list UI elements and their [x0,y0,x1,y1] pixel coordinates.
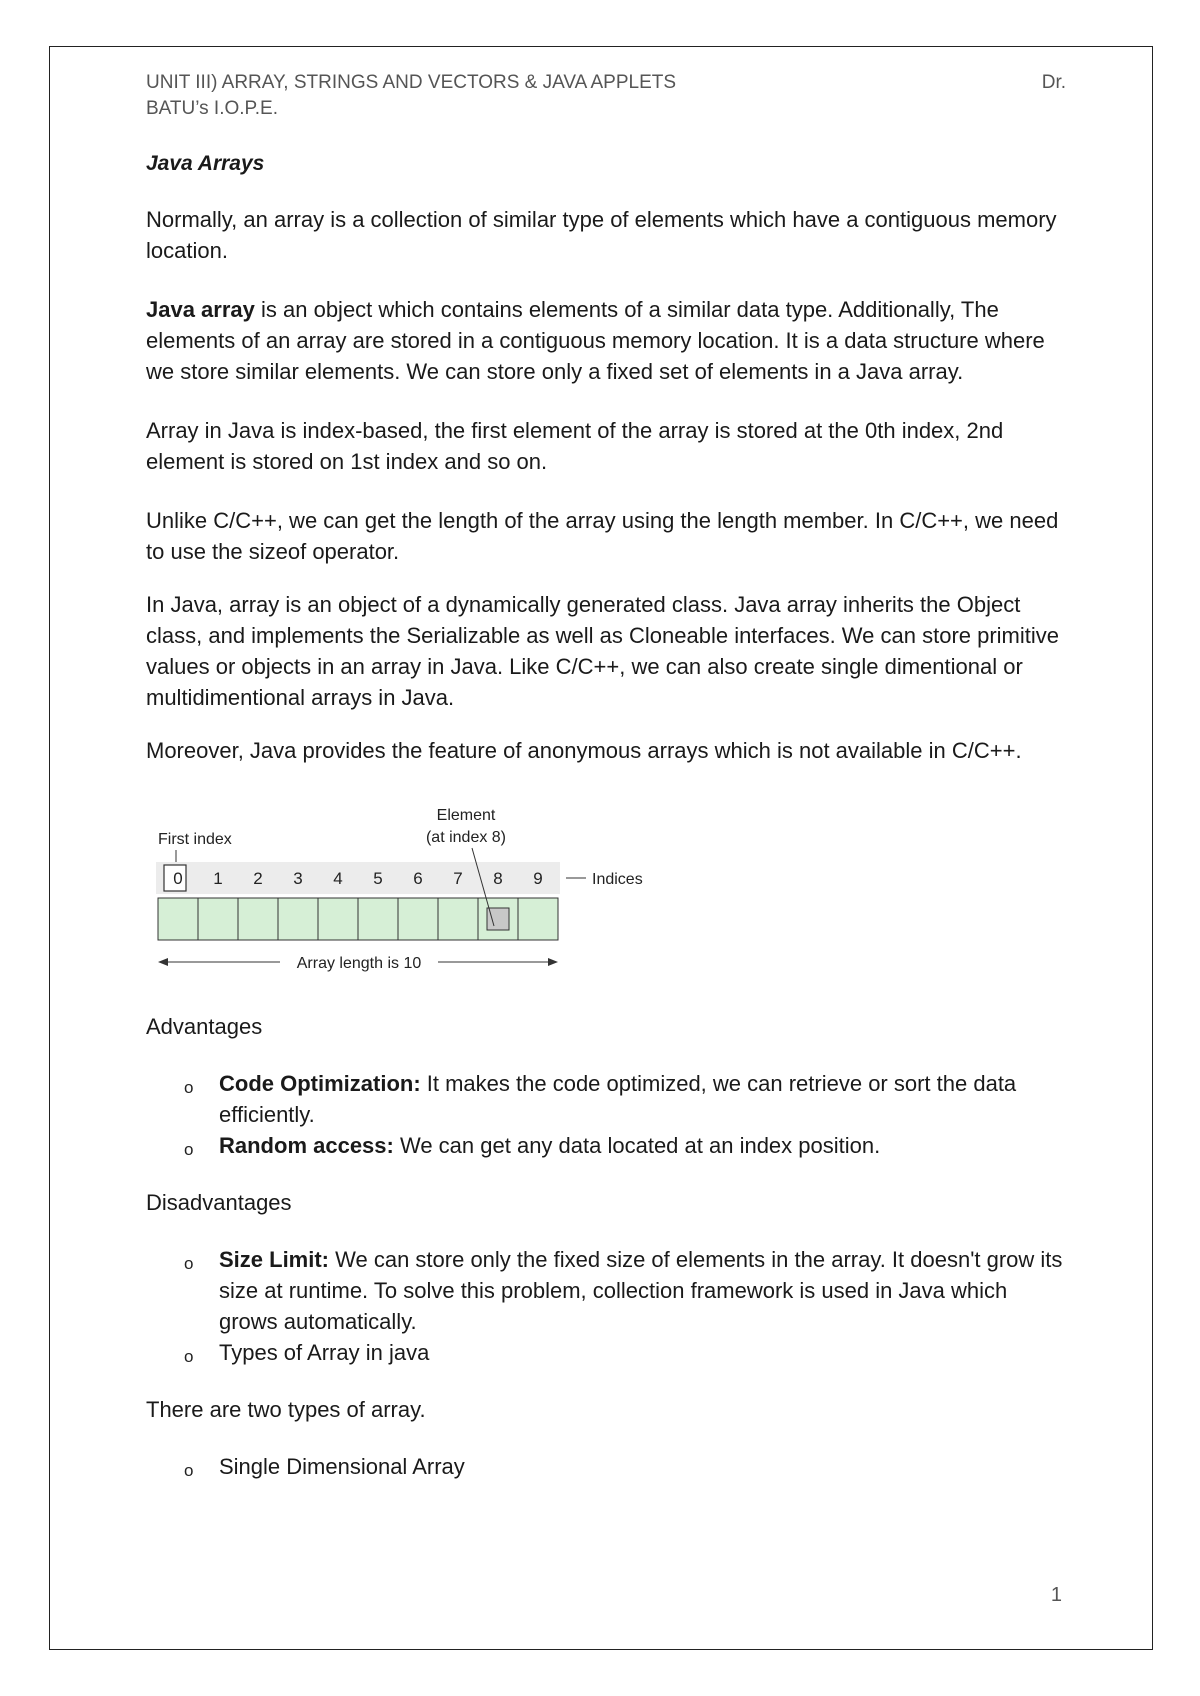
array-cell [318,898,358,940]
array-diagram [156,800,696,990]
list-item [146,1451,1066,1482]
bullet-marker: o [184,1347,194,1366]
list-item-text: We can store only the fixed size of elements in the array. It doesn't grow its size at runtime. To solve this problem, collection framework is used in Java which grows automatically. [219,1247,1063,1334]
index-label: 6 [413,869,423,888]
paragraph-definition: Normally, an array is a collection of similar type of elements which have a contiguous memory location. [146,207,1057,263]
advantages-list [146,1068,1066,1161]
bullet-marker: o [184,1461,194,1480]
list-item [146,1130,1066,1161]
index-label: 1 [213,869,223,888]
first-index-label: First index [158,831,232,848]
list-item-text: It makes the code optimized, we can retrieve or sort the data efficiently. [219,1071,1017,1127]
paragraph-dynamic-class: In Java, array is an object of a dynamically generated class. Java array inherits the Object class, and implements the Serializable as well as Cloneable interfaces. We can store primitive values or objects in an array in Java. Like C/C++, we can also create single dimentional or multidimentional arrays in Java. [146,592,1060,710]
section-title: Java Arrays [146,152,265,175]
array-cell [398,898,438,940]
paragraph-java-array [146,294,1066,387]
array-cell [158,898,198,940]
bullet-marker: o [184,1140,194,1159]
array-cell [278,898,318,940]
list-item-term: Size Limit: [219,1247,330,1272]
bullet-marker: o [184,1078,194,1097]
indices-label: Indices [592,871,643,888]
length-label: Array length is 10 [296,955,422,972]
array-cell [198,898,238,940]
array-cell [238,898,278,940]
length-arrow-right-head [548,958,558,966]
paragraph-index-based: Array in Java is index-based, the first element of the array is stored at the 0th index, 2nd element is stored on 1st index and so on. [146,418,1004,474]
disadvantages-list [146,1244,1066,1368]
java-array-term: Java array [146,297,255,322]
list-item-text: We can get any data located at an index position. [393,1133,881,1158]
header-institution: BATU’s I.O.P.E. [146,98,278,119]
array-types-intro: There are two types of array. [146,1397,426,1422]
header-author: Dr. [1041,72,1066,93]
index-label: 2 [253,869,263,888]
array-cell [518,898,558,940]
list-item-text: Types of Array in java [219,1340,430,1365]
element-sub-label: (at index 8) [425,829,507,846]
array-types-list [146,1451,1066,1482]
index-label: 9 [533,869,543,888]
java-array-description: is an object which contains elements of a similar data type. Additionally, The elements of an array are stored in a contiguous memory location. It is a data structure where we store similar elements. We can store only a fixed set of elements in a Java array. [146,297,1045,384]
page-content [146,70,1066,1482]
paragraph-anonymous-arrays: Moreover, Java provides the feature of anonymous arrays which is not available in C/C++. [146,738,1022,763]
index-label: 8 [493,869,503,888]
list-item [146,1068,1066,1130]
element-label: Element [436,807,496,824]
header-title: UNIT III) ARRAY, STRINGS AND VECTORS & JAVA APPLETS [146,72,677,93]
running-header [146,70,1066,122]
list-item [146,1337,1066,1368]
list-item-text: Single Dimensional Array [219,1454,465,1479]
index-label: 3 [293,869,303,888]
list-item-term: Code Optimization: [219,1071,421,1096]
paragraph-length-member: Unlike C/C++, we can get the length of the array using the length member. In C/C++, we need to use the sizeof operator. [146,508,1059,564]
list-item [146,1244,1066,1337]
array-cells [158,898,558,940]
array-cell [358,898,398,940]
disadvantages-heading: Disadvantages [146,1190,292,1215]
length-arrow-left-head [158,958,168,966]
page-number: 1 [1050,1584,1062,1606]
index-label: 4 [333,869,343,888]
index-label: 0 [173,869,183,888]
list-item-term: Random access: [219,1133,394,1158]
bullet-marker: o [184,1254,194,1273]
advantages-heading: Advantages [146,1014,263,1039]
array-cell [438,898,478,940]
index-label: 7 [453,869,463,888]
index-label: 5 [373,869,383,888]
